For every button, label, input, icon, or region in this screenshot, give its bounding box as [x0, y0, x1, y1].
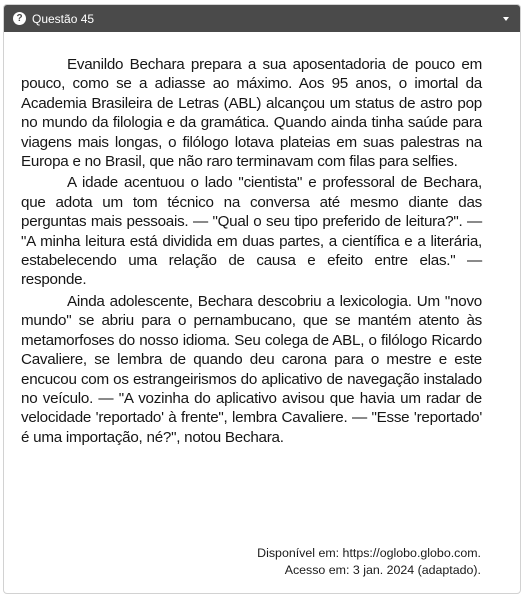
- document-text: [21, 55, 482, 449]
- source-citation: [257, 545, 481, 578]
- paragraph-1: Evanildo Bechara prepara a sua aposentadoria de pouco em pouco, como se a adiasse ao máximo. Aos 95 anos, o imortal da Academia Brasileira de Letras (ABL) alcançou um status de astro pop no mundo da filologia e da gramática. Quando ainda tinha saúde para viagens mais longas, o filólogo lotava plateias em suas palestras na Europa e no Brasil, que não raro terminavam com filas para selfies.: [21, 56, 482, 171]
- caret-down-icon[interactable]: [503, 17, 509, 21]
- panel-header[interactable]: [4, 5, 520, 32]
- paragraph-3: Ainda adolescente, Bechara descobriu a lexicologia. Um "novo mundo" se abriu para o pernambucano, que se mantém atento às metamorfoses do nosso idioma. Seu colega de ABL, o filólogo Ricardo Cavaliere, se lembra de quando deu carona para o mestre e este encucou com os estrangeirismos do aplicativo de navegação instalado no veículo. — "A vozinha do aplicativo avisou que havia um radar de velocidade 'reportado' à frente", lembra Cavaliere. — "Esse 'reportado' é uma importação, né?", notou Bechara.: [21, 292, 482, 446]
- source-url: Disponível em: https://oglobo.globo.com.: [257, 546, 481, 560]
- paragraph-2: A idade acentuou o lado "cientista" e professoral de Bechara, que adota um tom técnico na conversa até mesmo diante das perguntas mais pessoais. — "Qual o seu tipo preferido de leitura?". — "A minha leitura está dividida em duas partes, a científica e a literária, estabelecendo uma relação de causa e efeito entre elas." — responde.: [21, 174, 482, 289]
- panel-title: Questão 45: [32, 11, 95, 26]
- question-circle-icon: ?: [13, 12, 26, 25]
- source-access-date: Acesso em: 3 jan. 2024 (adaptado).: [284, 562, 481, 577]
